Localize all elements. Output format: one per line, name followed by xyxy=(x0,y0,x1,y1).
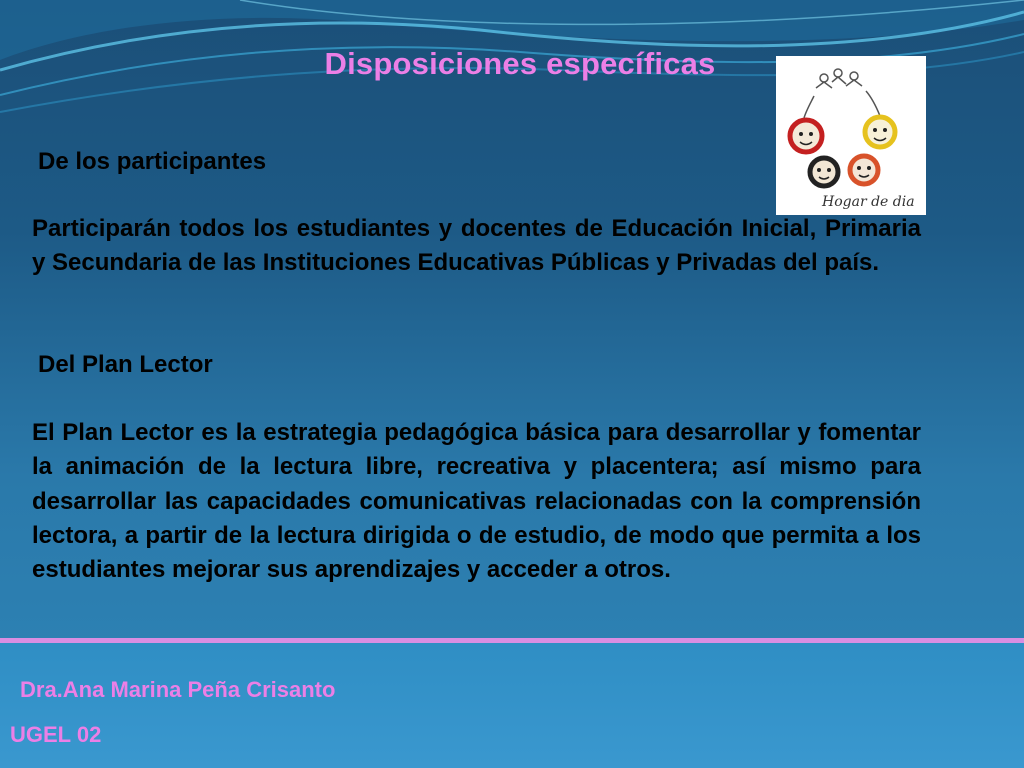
section-text-plan-lector: El Plan Lector es la estrategia pedagógica básica para desarrollar y fomentar la animación de la lectura libre, recreativa y placentera; así mismo para desarrollar las capacidades comunicativas relacionadas con la comprensión lectora, a partir de la lectura dirigida o de estudio, de modo que permita a los estudiantes mejorar sus aprendizajes y acceder a otros. xyxy=(32,419,921,584)
children-faces-icon xyxy=(776,56,926,215)
section-text-participants: Participarán todos los estudiantes y docentes de Educación Inicial, Primaria y Secundaria de las Instituciones Educativas Públicas y Privadas del país. xyxy=(32,215,921,277)
section-heading-participants: De los participantes xyxy=(38,148,267,175)
hogar-de-dia-logo xyxy=(776,56,926,215)
footer-band xyxy=(0,643,1024,768)
footer-organization: UGEL 02 xyxy=(10,722,102,747)
footer-author: Dra.Ana Marina Peña Crisanto xyxy=(20,677,336,702)
svg-text:Hogar de dia: Hogar de dia xyxy=(822,194,915,210)
section-heading-plan-lector: Del Plan Lector xyxy=(38,351,213,378)
slide-title: Disposiciones específicas xyxy=(324,46,716,81)
